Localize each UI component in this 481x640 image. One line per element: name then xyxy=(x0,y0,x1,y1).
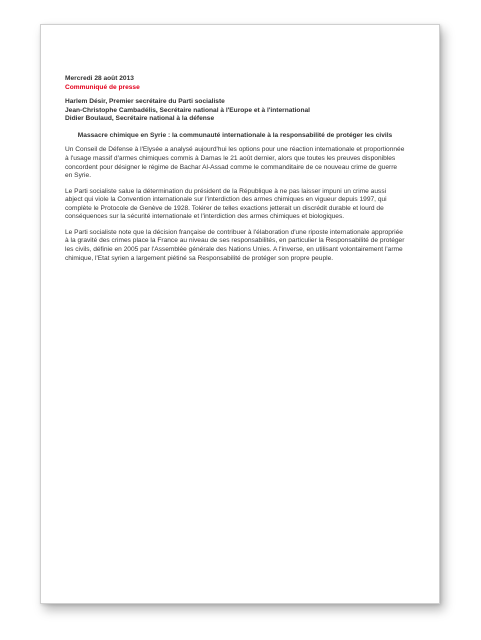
document-page xyxy=(40,24,440,604)
document-content xyxy=(65,75,405,270)
signatory-2: Jean-Christophe Cambadélis, Secrétaire national à l'Europe et à l'international xyxy=(65,106,310,114)
signatories xyxy=(65,98,405,124)
paragraph-3: Le Parti socialiste note que la décision française de contribuer à l'élaboration d'une riposte internationale appropriée à la gravité des crimes place la France au niveau de ses responsabilités, en particulier la Responsabilité de protéger les civils, définie en 2005 par l'Assemblée générale des Nations Unies. A l'inverse, en utilisant volontairement l'arme chimique, l'Etat syrien a largement piétiné sa Responsabilité de protéger son propre peuple. xyxy=(65,228,405,262)
signatory-1: Harlem Désir, Premier secrétaire du Parti socialiste xyxy=(65,98,225,106)
paragraph-2: Le Parti socialiste salue la détermination du président de la République à ne pas laisser impuni un crime aussi abject qui viole la Convention internationale sur l'interdiction des armes chimiques en vigueur depuis 1997, qui complète le Protocole de Genève de 1928. Tolérer de telles exactions jetterait un discrédit durable et lourd de conséquences sur la sécurité internationale et l'interdiction des armes chimiques et biologiques. xyxy=(65,187,387,221)
signatory-3: Didier Boulaud, Secrétaire national à la défense xyxy=(65,115,215,123)
document-title: Massacre chimique en Syrie : la communauté internationale à la responsabilité de protéger les civils xyxy=(77,131,393,139)
press-release-label: Communiqué de presse xyxy=(65,83,140,91)
document-date: Mercredi 28 août 2013 xyxy=(65,75,134,82)
paragraph-1: Un Conseil de Défense à l'Elysée a analysé aujourd'hui les options pour une réaction internationale et proportionnée à l'usage massif d'armes chimiques commis à Damas le 21 août dernier, alors que toutes les preuves disponibles concordent pour désigner le régime de Bachar Al-Assad comme le commanditaire de ce nouveau crime de guerre en Syrie. xyxy=(65,146,405,180)
